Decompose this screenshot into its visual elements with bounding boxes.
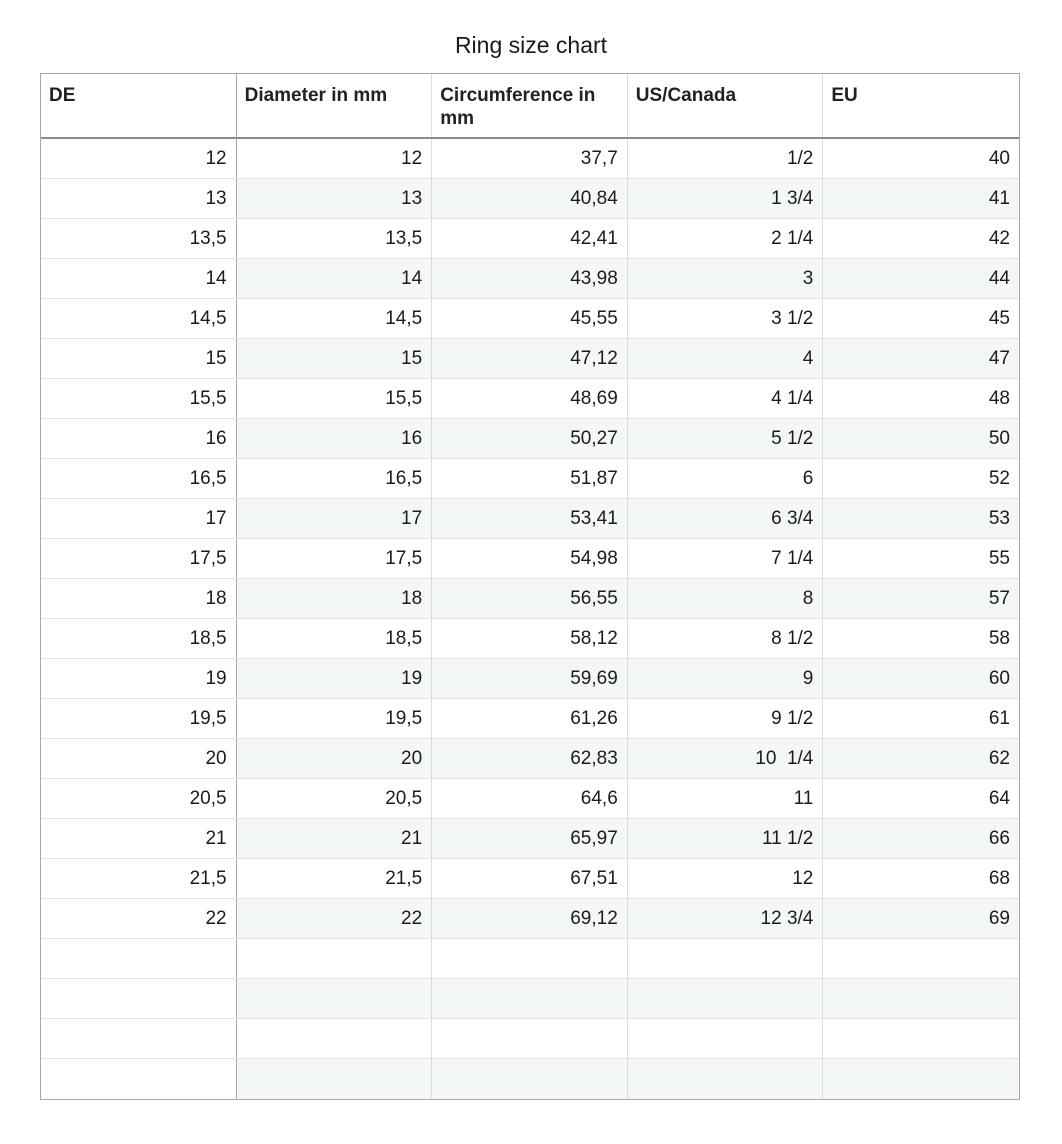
table-row <box>41 939 1019 979</box>
table-row <box>41 459 1019 499</box>
header-circumference: Circumference in mm <box>432 74 628 137</box>
cell-de: 18,5 <box>41 619 237 658</box>
table-row <box>41 219 1019 259</box>
cell-circumference <box>432 1019 628 1058</box>
cell-circumference: 37,7 <box>432 139 628 178</box>
cell-eu: 44 <box>823 259 1019 298</box>
cell-eu: 40 <box>988 148 1010 169</box>
cell-eu: 41 <box>823 179 1019 218</box>
cell-us-canada: 8 1/2 <box>628 619 824 658</box>
cell-diameter: 12 <box>237 139 433 178</box>
cell-diameter: 14,5 <box>237 299 433 338</box>
ring-size-table <box>40 73 1020 1100</box>
cell-circumference: 67,51 <box>432 859 628 898</box>
cell-diameter: 13,5 <box>237 219 433 258</box>
cell-circumference: 40,84 <box>432 179 628 218</box>
cell-us-canada: 11 <box>628 779 824 818</box>
cell-diameter: 20,5 <box>237 779 433 818</box>
cell-diameter: 15 <box>237 339 433 378</box>
cell-eu: 45 <box>988 308 1010 329</box>
table-row <box>41 539 1019 579</box>
cell-diameter: 19,5 <box>237 699 433 738</box>
cell-de: 19,5 <box>41 699 237 738</box>
cell-circumference: 48,69 <box>432 379 628 418</box>
cell-de: 16 <box>41 419 237 458</box>
cell-de: 15 <box>41 339 237 378</box>
cell-diameter: 20 <box>237 739 433 778</box>
cell-eu: 57 <box>823 579 1019 618</box>
cell-circumference <box>432 979 628 1018</box>
cell-circumference: 50,27 <box>432 419 628 458</box>
table-row <box>41 139 1019 179</box>
cell-diameter: 18,5 <box>237 619 433 658</box>
cell-circumference: 51,87 <box>432 459 628 498</box>
table-row <box>41 859 1019 899</box>
cell-diameter: 21,5 <box>237 859 433 898</box>
cell-us-canada <box>628 939 824 978</box>
cell-eu: 53 <box>823 499 1019 538</box>
cell-eu <box>823 1059 1019 1099</box>
header-diameter: Diameter in mm <box>237 74 433 137</box>
cell-eu <box>823 979 1019 1018</box>
cell-circumference: 42,41 <box>432 219 628 258</box>
cell-eu: 55 <box>988 548 1010 569</box>
cell-diameter: 16,5 <box>237 459 433 498</box>
table-header-row <box>41 74 1019 139</box>
table-row <box>41 259 1019 299</box>
cell-us-canada: 4 1/4 <box>628 379 824 418</box>
cell-us-canada: 12 3/4 <box>628 899 824 938</box>
cell-de <box>41 979 237 1018</box>
cell-eu: 68 <box>988 868 1010 889</box>
header-de: DE <box>41 74 237 137</box>
cell-us-canada: 8 <box>628 579 824 618</box>
cell-circumference: 47,12 <box>432 339 628 378</box>
table-row <box>41 739 1019 779</box>
cell-circumference: 62,83 <box>432 739 628 778</box>
cell-de: 16,5 <box>41 459 237 498</box>
cell-us-canada: 2 1/4 <box>628 219 824 258</box>
cell-eu: 62 <box>823 739 1019 778</box>
cell-de: 17 <box>41 499 237 538</box>
cell-diameter: 13 <box>237 179 433 218</box>
cell-de <box>41 1019 237 1058</box>
cell-us-canada: 5 1/2 <box>628 419 824 458</box>
cell-diameter: 22 <box>237 899 433 938</box>
cell-eu: 47 <box>823 339 1019 378</box>
cell-de: 21 <box>41 819 237 858</box>
table-row <box>41 379 1019 419</box>
table-row <box>41 339 1019 379</box>
cell-de: 17,5 <box>41 539 237 578</box>
cell-us-canada: 4 <box>628 339 824 378</box>
cell-de: 20,5 <box>41 779 237 818</box>
cell-circumference: 45,55 <box>432 299 628 338</box>
table-row <box>41 1019 1019 1059</box>
cell-de: 18 <box>41 579 237 618</box>
cell-eu: 60 <box>823 659 1019 698</box>
cell-diameter: 17,5 <box>237 539 433 578</box>
cell-de: 19 <box>41 659 237 698</box>
cell-eu: 48 <box>988 388 1010 409</box>
table-row <box>41 699 1019 739</box>
cell-us-canada: 1 3/4 <box>628 179 824 218</box>
table-row <box>41 579 1019 619</box>
cell-diameter <box>237 1019 433 1058</box>
cell-us-canada: 1/2 <box>628 139 824 178</box>
header-eu: EU <box>831 85 858 106</box>
cell-circumference: 61,26 <box>432 699 628 738</box>
cell-us-canada: 3 <box>628 259 824 298</box>
cell-diameter: 18 <box>237 579 433 618</box>
cell-de: 13 <box>41 179 237 218</box>
cell-eu <box>823 1019 1019 1058</box>
cell-de: 21,5 <box>41 859 237 898</box>
header-us-canada: US/Canada <box>628 74 824 137</box>
cell-circumference <box>432 1059 628 1099</box>
cell-us-canada <box>628 979 824 1018</box>
cell-de: 14,5 <box>41 299 237 338</box>
cell-circumference <box>432 939 628 978</box>
cell-diameter <box>237 1059 433 1099</box>
cell-de <box>41 1059 237 1099</box>
cell-us-canada: 7 1/4 <box>628 539 824 578</box>
cell-de <box>41 939 237 978</box>
cell-eu: 69 <box>823 899 1019 938</box>
cell-diameter: 17 <box>237 499 433 538</box>
cell-circumference: 53,41 <box>432 499 628 538</box>
table-row <box>41 819 1019 859</box>
table-row <box>41 1059 1019 1099</box>
table-row <box>41 179 1019 219</box>
cell-de: 22 <box>41 899 237 938</box>
chart-title: Ring size chart <box>454 32 608 58</box>
cell-circumference: 59,69 <box>432 659 628 698</box>
table-row <box>41 419 1019 459</box>
cell-us-canada: 6 <box>628 459 824 498</box>
cell-de: 13,5 <box>41 219 237 258</box>
table-row <box>41 619 1019 659</box>
cell-circumference: 65,97 <box>432 819 628 858</box>
cell-diameter <box>237 979 433 1018</box>
table-row <box>41 979 1019 1019</box>
cell-de: 14 <box>41 259 237 298</box>
table-row <box>41 899 1019 939</box>
cell-eu: 61 <box>988 708 1010 729</box>
cell-us-canada: 9 <box>628 659 824 698</box>
cell-de: 12 <box>41 139 237 178</box>
table-row <box>41 499 1019 539</box>
cell-eu <box>823 939 1019 978</box>
cell-diameter: 14 <box>237 259 433 298</box>
cell-us-canada: 6 3/4 <box>628 499 824 538</box>
cell-us-canada <box>628 1019 824 1058</box>
cell-diameter <box>237 939 433 978</box>
cell-eu: 58 <box>988 628 1010 649</box>
cell-diameter: 19 <box>237 659 433 698</box>
cell-circumference: 58,12 <box>432 619 628 658</box>
cell-circumference: 54,98 <box>432 539 628 578</box>
cell-eu: 42 <box>988 228 1010 249</box>
cell-eu: 64 <box>988 788 1010 809</box>
table-row <box>41 299 1019 339</box>
cell-circumference: 43,98 <box>432 259 628 298</box>
cell-de: 15,5 <box>41 379 237 418</box>
table-row <box>41 659 1019 699</box>
table-row <box>41 779 1019 819</box>
cell-us-canada: 3 1/2 <box>628 299 824 338</box>
cell-eu: 52 <box>988 468 1010 489</box>
cell-circumference: 64,6 <box>432 779 628 818</box>
cell-circumference: 69,12 <box>432 899 628 938</box>
table-body <box>41 139 1019 1099</box>
cell-eu: 50 <box>823 419 1019 458</box>
cell-diameter: 16 <box>237 419 433 458</box>
cell-us-canada: 10 1/4 <box>628 739 824 778</box>
cell-de: 20 <box>41 739 237 778</box>
cell-diameter: 15,5 <box>237 379 433 418</box>
cell-us-canada: 12 <box>628 859 824 898</box>
cell-eu: 66 <box>823 819 1019 858</box>
cell-circumference: 56,55 <box>432 579 628 618</box>
cell-diameter: 21 <box>237 819 433 858</box>
cell-us-canada <box>628 1059 824 1099</box>
cell-us-canada: 11 1/2 <box>628 819 824 858</box>
cell-us-canada: 9 1/2 <box>628 699 824 738</box>
